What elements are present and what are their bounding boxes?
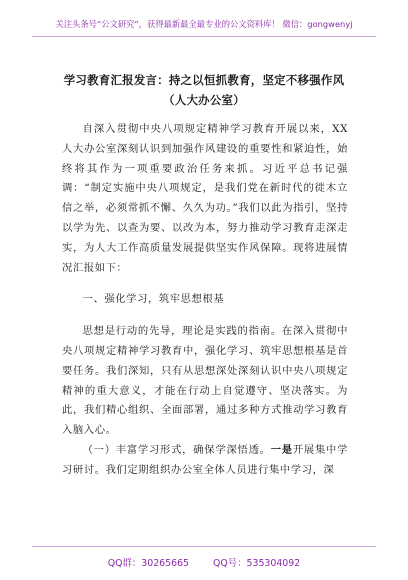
footer-contact [32, 546, 376, 569]
emphasis-marker: 一是 [270, 443, 293, 456]
paragraph-thought: 思想是行动的先导，理论是实践的指南。在深入贯彻中央八项规定精神学习教育中，强化学习、筑牢思想根基是首要任务。我们深知，只有从思想深处深刻认识中央八项规定精神的重大意义，才能在行动上自觉遵守、坚决落实。为此，我们精心组织、全面部署，通过多种方式推动学习教育入脑入心。 [62, 325, 348, 437]
paragraph-text: 开展集中学习研讨。我们定期组织办公室全体人员进行集中学习，深 [62, 443, 349, 476]
subsection-heading: （一）丰富学习形式，确保学深悟透。 [82, 443, 271, 456]
document-body [62, 120, 348, 481]
paragraph-study-forms [62, 441, 348, 481]
qq-group-text: QQ群：30265665 [107, 558, 190, 569]
paragraph-intro: 自深入贯彻中央八项规定精神学习教育开展以来，XX人大办公室深刻认识到加强作风建设的重要性和紧迫性，始终将其作为一项重要政治任务来抓。习近平总书记强调：“制定实施中央八项规定，是我们党在新时代的徙木立信之举，必须常抓不懈、久久为功。”我们以此为指引，坚持以学为先、以查为要、以改为本，努力推动学习教育走深走实，为人大工作高质量发展提供坚实作风保障。现将进展情况汇报如下： [62, 123, 348, 274]
document-title: 学习教育汇报发言：持之以恒抓教育，坚定不移强作风 [63, 73, 345, 87]
qq-number-text: QQ号：535304092 [213, 558, 301, 569]
section-heading: 一、强化学习，筑牢思想根基 [82, 293, 225, 306]
header-banner: 关注头条号“公文研究”，获得最新最全最专业的公文资料库！ 微信：gongwenyj [32, 18, 376, 37]
document-subtitle: （人大办公室） [163, 93, 245, 107]
